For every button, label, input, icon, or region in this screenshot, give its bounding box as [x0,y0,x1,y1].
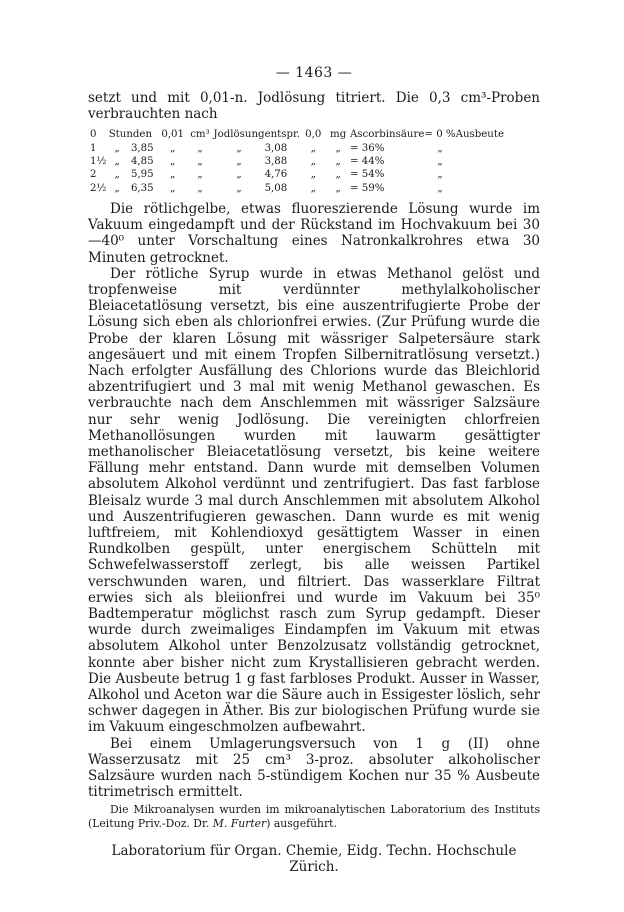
table-cell: = 44% [349,156,385,167]
footnote-text: Die Mikroanalysen wurden im mikroanalytischen Laboratorium des Instituts (Leitung Priv.-Doz. Dr. [88,803,540,830]
body-paragraph: Der rötliche Syrup wurde in etwas Methanol gelöst und tropfenweise mit verdünnter methylalkoholischer Bleiacetatlösung versetzt, bis eine auszentrifugierte Probe der Lösung sich eben als chlorionfrei erwies. (Zur Prüfung wurde die Probe der klaren Lösung mit wässriger Salpetersäure stark angesäuert und mit einem Tropfen Silbernitratlösung versetzt.) Nach erfolgter Ausfällung des Chlorions wurde das Bleichlorid abzentrifugiert und 3 mal mit wenig Methanol gewaschen. Es verbrauchte nach dem Anschlemmen mit wässriger Salzsäure nur sehr wenig Jodlösung. Die vereinigten chlorfreien Methanollösungen wurden mit lauwarm gesättigter methanolischer Bleiacetatlösung versetzt, bis keine weitere Fällung mehr entstand. Dann wurde mit demselben Volumen absolutem Alkohol verdünnt und zentrifugiert. Das fast farblose Bleisalz wurde 3 mal durch Anschlemmen mit absolutem Alkohol und Auszentrifugieren gewaschen. Dann wurde es mit wenig luftfreiem, mit Kohlendioxyd gesättigtem Wasser in einen Rundkolben gespült, unter energischem Schütteln mit Schwefelwasserstoff zerlegt, bis alle weissen Partikel verschwunden waren, und filtriert. Das wasserklare Filtrat erwies sich als bleiionfrei und wurde im Vakuum bei 35⁰ Badtemperatur möglichst rasch zum Syrup gedampft. Dieser wurde durch zweimaliges Eindampfen im Vakuum mit etwas absolutem Alkohol unter Benzolzusatz vollständig getrocknet, konnte aber bisher nicht zum Krystallisieren gebracht werden. Die Ausbeute betrug 1 g fast farbloses Produkt. Ausser in Wasser, Alkohol und Aceton war die Säure auch in Essigester löslich, sehr schwer dagegen in Äther. Bis zur biologischen Prüfung wurde sie im Vakuum eingeschmolzen aufbewahrt. [88,265,540,736]
table-cell: „ [236,182,242,194]
table-cell: „ [170,182,176,194]
table-cell: entspr. [264,129,300,141]
lab-line: Laboratorium für Organ. Chemie, Eidg. Techn. Hochschule [111,842,517,859]
footnote-text-end: ) ausgeführt. [266,817,337,830]
table-cell: 3,85 [130,142,154,154]
table-row [90,182,504,195]
table-cell: „ [335,142,341,154]
table-header-row [90,128,504,141]
body-paragraph: Die rötlichgelbe, etwas fluoreszierende Lösung wurde im Vakuum eingedampft und der Rückstand im Hochvakuum bei 30—40⁰ unter Vorschaltung eines Natronkalkrohres etwa 30 Minuten getrocknet. [88,200,540,266]
table-cell: „ [114,142,120,154]
table-cell: „ [114,182,120,194]
table-cell: mg [330,129,347,141]
table-cell: „ [236,142,242,154]
table-cell: 5,08 [264,182,288,194]
table-cell: „ [197,156,203,167]
table-cell: „ [437,156,443,167]
table-cell: = 59% [349,182,385,194]
table-cell: = 54% [349,169,385,181]
body-paragraph: Bei einem Umlagerungsversuch von 1 g (II) ohne Wasserzusatz mit 25 cm³ 3-proz. absoluter alkoholischer Salzsäure wurden nach 5-stündigem Kochen nur 35 % Ausbeute titrimetrisch ermittelt. [88,735,540,801]
table-row [90,168,504,181]
table-cell: 2 [90,169,97,181]
table-cell: „ [437,182,443,194]
table-cell: 4,76 [264,169,288,181]
table-cell: „ [335,169,341,181]
table-cell: 3,08 [264,142,288,154]
table-cell: 0 [90,129,97,141]
table-cell: 1 [90,142,97,154]
titration-table [90,128,504,194]
table-row [90,142,504,155]
lab-city: Zürich. [289,859,339,876]
table-cell: „ [437,169,443,181]
table-cell: 3,88 [264,156,288,167]
table-cell: „ [197,182,203,194]
table-cell: „ [170,156,176,167]
table-cell: 0,0 [305,129,322,141]
table-cell: „ [197,169,203,181]
footnote-name: M. Furter [212,817,267,830]
laboratory-affiliation [88,843,540,876]
table-cell: „ [310,182,316,194]
table-cell: „ [236,156,242,167]
table-cell: „ [310,156,316,167]
table-cell: „ [114,169,120,181]
table-row [90,155,504,168]
table-cell: „ [197,142,203,154]
table-cell: 0,01 [161,129,184,141]
table-cell: 4,85 [130,156,154,167]
table-cell: „ [335,156,341,167]
table-cell: „ [170,142,176,154]
table-cell: Ascorbinsäure [349,129,425,141]
document-page [88,62,540,876]
table-cell: „ [170,169,176,181]
table-cell: „ [335,182,341,194]
table-cell: 1½ [90,156,107,167]
table-cell: Ausbeute [455,129,504,141]
table-cell: 6,35 [130,182,154,194]
table-cell: Stunden [108,129,153,141]
table-cell: „ [437,142,443,154]
table-cell: „ [310,142,316,154]
table-cell: = 36% [349,142,385,154]
table-cell: 5,95 [130,169,154,181]
table-cell: = 0 % [424,129,456,141]
table-cell: „ [310,169,316,181]
table-cell: „ [114,156,120,167]
footnote [88,803,540,830]
page-number: — 1463 — [275,65,353,81]
table-cell: 2½ [90,182,107,194]
table-cell: cm³ [190,129,210,141]
table-cell: Jodlösung [213,129,265,141]
table-cell: „ [236,169,242,181]
intro-paragraph: setzt und mit 0,01-n. Jodlösung titriert. Die 0,3 cm³-Proben verbrauchten nach [88,90,540,123]
